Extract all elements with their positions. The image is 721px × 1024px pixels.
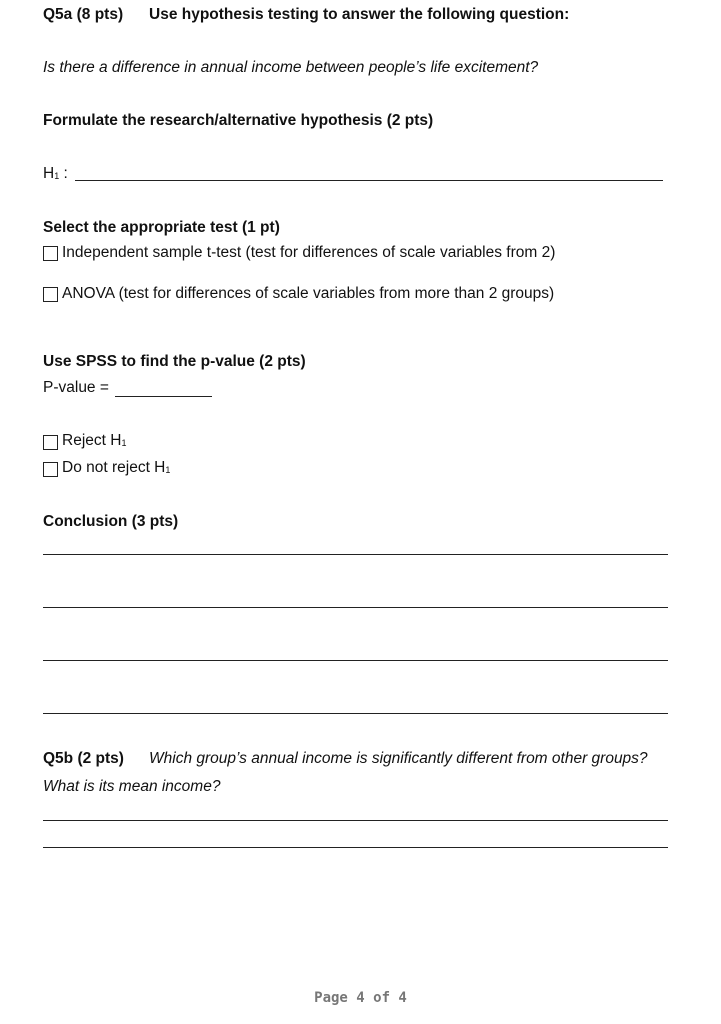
conclusion-line-1[interactable] (43, 554, 668, 555)
do-not-reject-checkbox[interactable] (43, 462, 58, 477)
q5a-label: Q5a (8 pts) (43, 6, 124, 23)
reject-subscript: 1 (121, 438, 127, 448)
do-not-reject-text: Do not reject H (62, 459, 166, 476)
option-anova[interactable] (43, 284, 554, 304)
h1-suffix: : (59, 165, 68, 182)
conclusion-line-2[interactable] (43, 607, 668, 608)
h1-prefix: H (43, 165, 55, 182)
h1-label (43, 164, 68, 186)
test-select-heading: Select the appropriate test (1 pt) (43, 219, 280, 236)
anova-checkbox[interactable] (43, 287, 58, 302)
t-test-checkbox[interactable] (43, 246, 58, 261)
q5b-answer-line-1[interactable] (43, 820, 668, 821)
do-not-reject-subscript: 1 (165, 465, 171, 475)
conclusion-line-4[interactable] (43, 713, 668, 714)
pvalue-answer-line[interactable] (115, 396, 212, 397)
t-test-label: Independent sample t-test (test for differences of scale variables from 2) (62, 244, 556, 261)
conclusion-heading: Conclusion (3 pts) (43, 513, 179, 530)
q5b-answer-line-2[interactable] (43, 847, 668, 848)
pvalue-label: P-value = (43, 379, 109, 396)
q5b-question-line1: Which group’s annual income is significantly different from other groups? (149, 750, 648, 767)
h1-subscript: 1 (54, 171, 60, 181)
reject-text: Reject H (62, 432, 122, 449)
q5b-question-line2: What is its mean income? (43, 778, 221, 795)
reject-label (62, 431, 126, 453)
option-t-test[interactable] (43, 243, 555, 263)
reject-checkbox[interactable] (43, 435, 58, 450)
q5a-instruction: Use hypothesis testing to answer the following question: (149, 6, 570, 23)
anova-label: ANOVA (test for differences of scale variables from more than 2 groups) (62, 285, 555, 302)
research-question: Is there a difference in annual income between people’s life excitement? (43, 59, 539, 76)
q5a-heading (43, 5, 569, 25)
spss-heading: Use SPSS to find the p-value (2 pts) (43, 353, 306, 370)
do-not-reject-label (62, 458, 170, 480)
page-number: Page 4 of 4 (314, 990, 407, 1006)
option-reject[interactable] (43, 431, 126, 453)
q5b-label: Q5b (2 pts) (43, 750, 124, 767)
hypothesis-heading: Formulate the research/alternative hypothesis (2 pts) (43, 112, 434, 129)
h1-answer-line[interactable] (75, 180, 663, 181)
q5b-heading (43, 749, 648, 769)
conclusion-line-3[interactable] (43, 660, 668, 661)
option-do-not-reject[interactable] (43, 458, 170, 480)
